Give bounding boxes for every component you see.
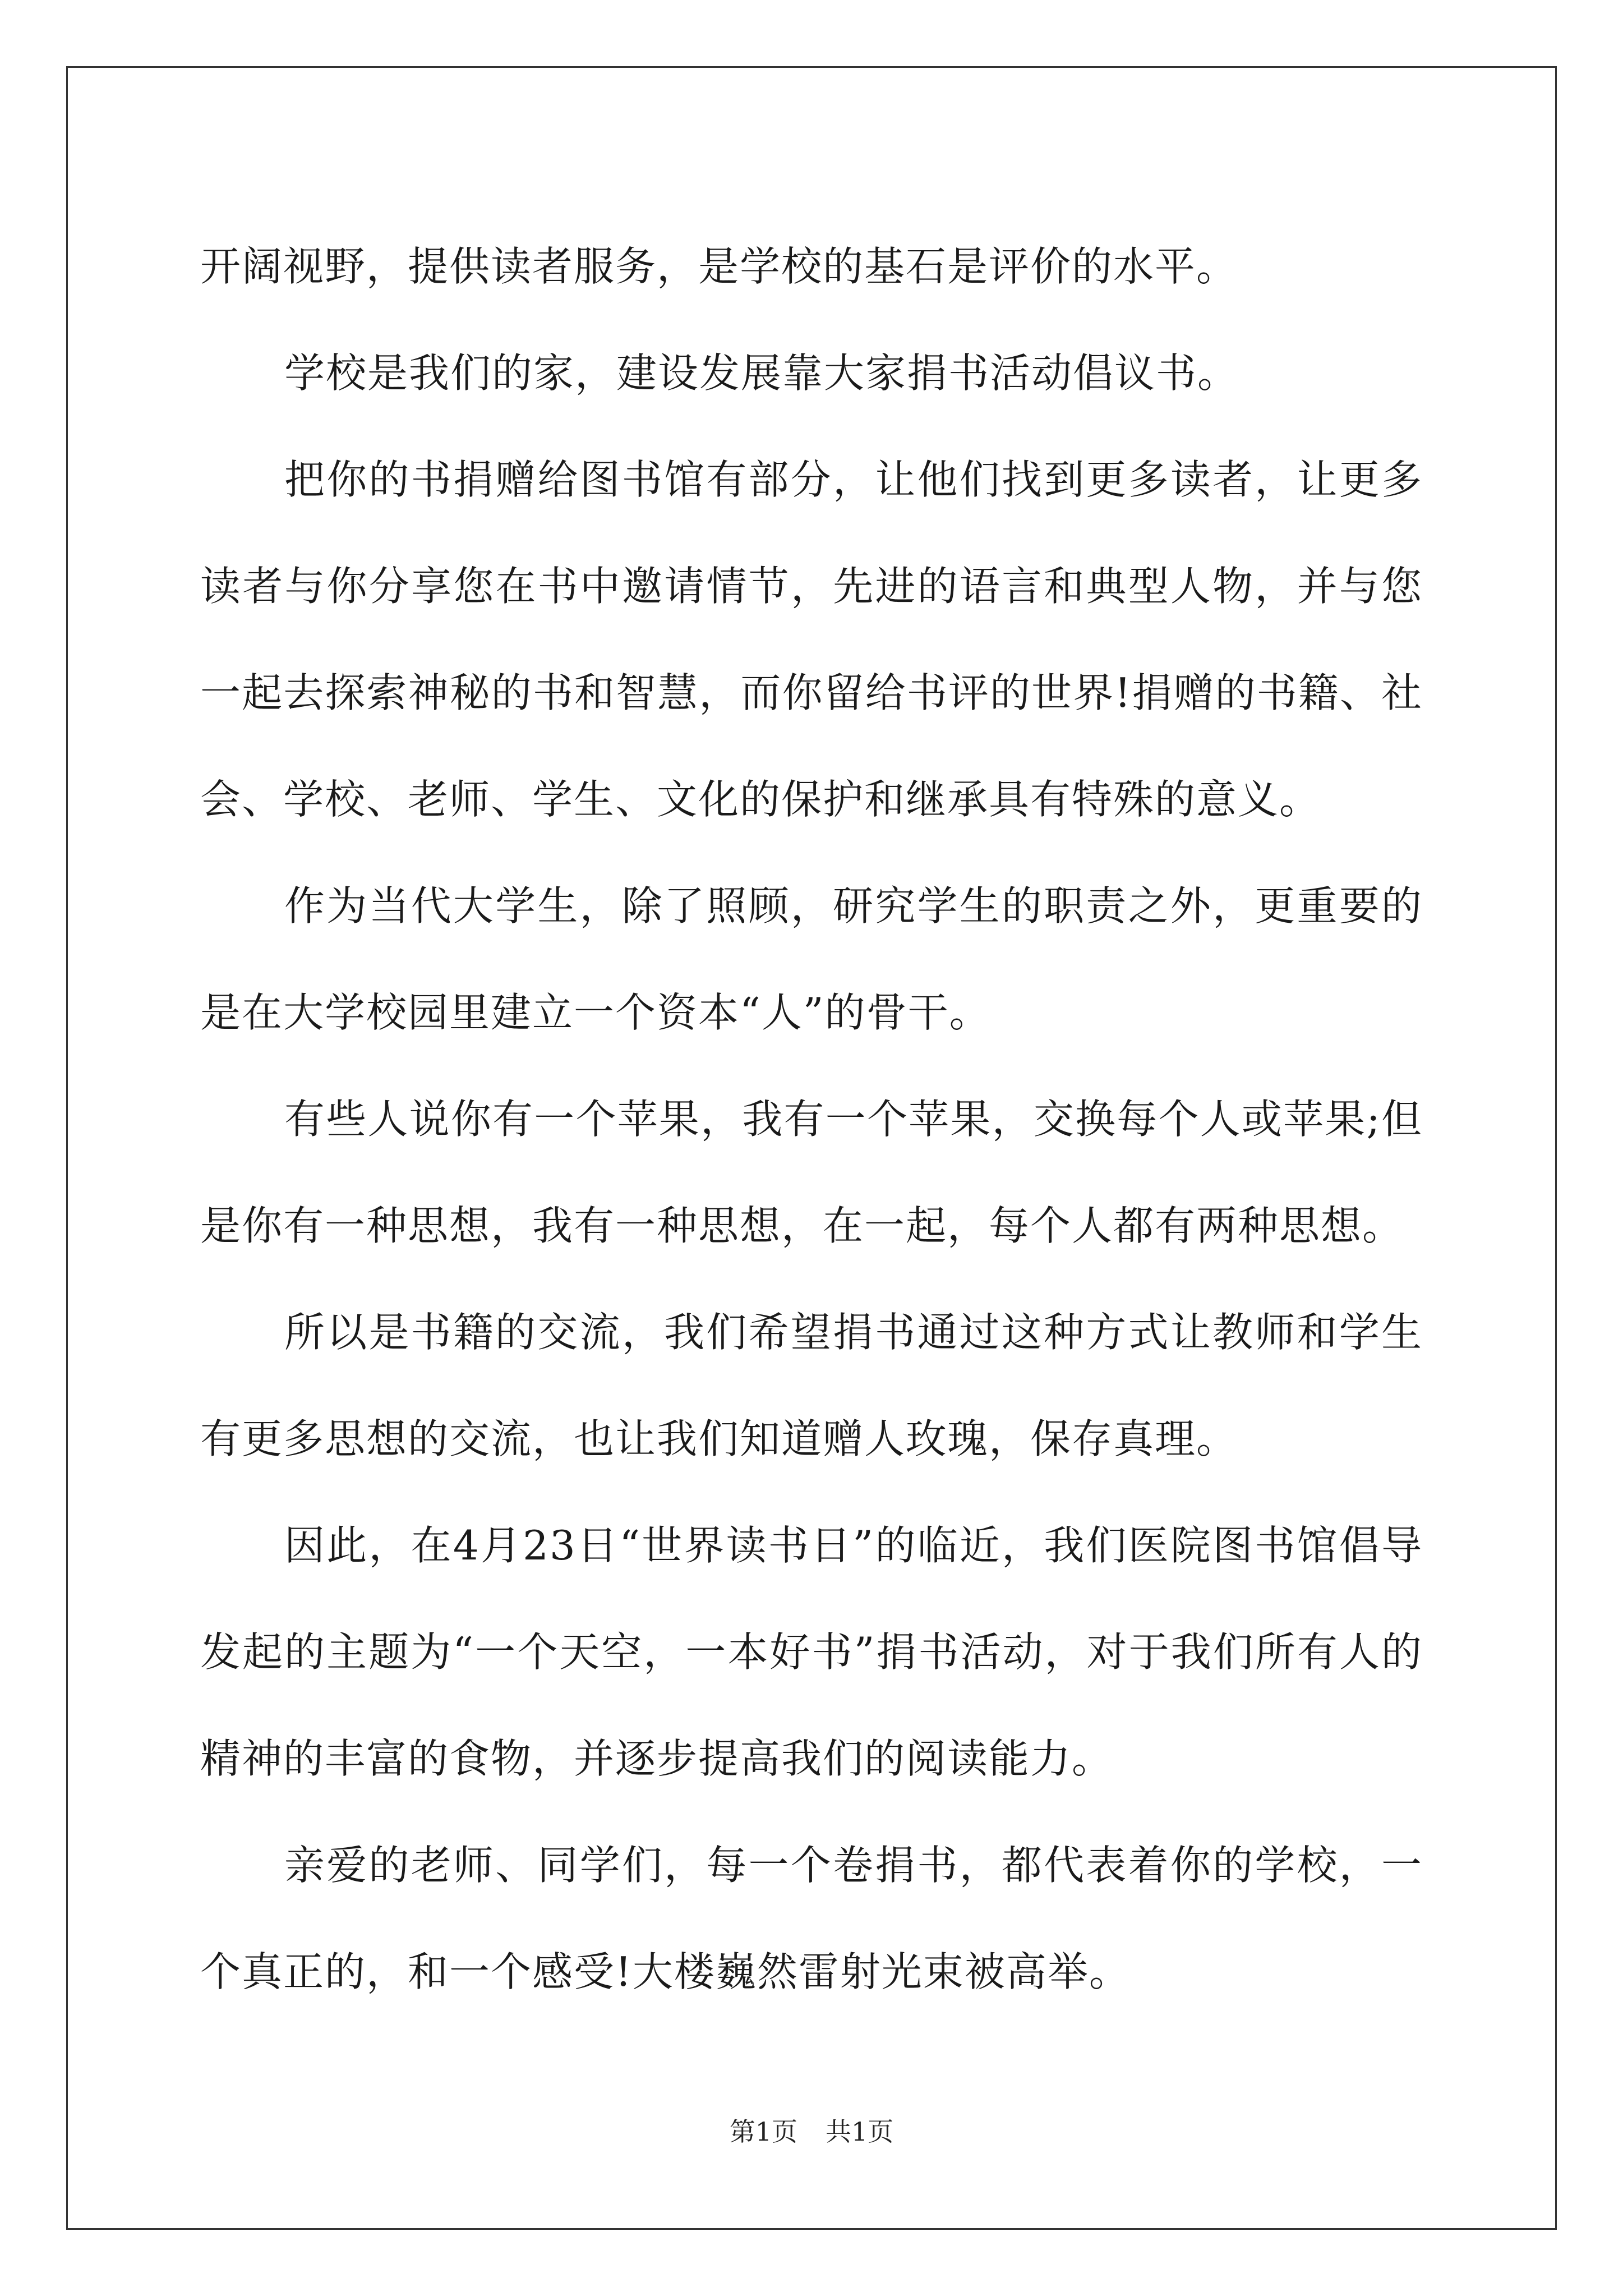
paragraph: 学校是我们的家，建设发展靠大家捐书活动倡议书。 [284,349,1239,397]
paragraph: 所以是书籍的交流，我们希望捐书通过这种方式让教师和学生有更多思想的交流，也让我们知道赠人玫瑰，保存真理。 [200,1309,1423,1462]
paragraph: 作为当代大学生，除了照顾，研究学生的职责之外，更重要的是在大学校园里建立一个资本“人”的骨干。 [200,882,1423,1036]
page-number-total: 共1页 [826,2116,894,2147]
page-footer [0,2115,1623,2148]
paragraph: 亲爱的老师、同学们，每一个卷捐书，都代表着你的学校，一个真正的，和一个感受!大楼巍然雷射光束被高举。 [200,1842,1423,1995]
paragraph: 把你的书捐赠给图书馆有部分，让他们找到更多读者，让更多读者与你分享您在书中邀请情节，先进的语言和典型人物，并与您一起去探索神秘的书和智慧，而你留给书评的世界!捐赠的书籍、社会、学校、老师、学生、文化的保护和继承具有特殊的意义。 [200,456,1423,823]
page-number-current: 第1页 [729,2116,797,2147]
paragraph: 开阔视野，提供读者服务，是学校的基石是评价的水平。 [200,243,1238,290]
document-body [200,213,1423,2025]
paragraph: 有些人说你有一个苹果，我有一个苹果，交换每个人或苹果;但是你有一种思想，我有一种思想，在一起，每个人都有两种思想。 [200,1096,1423,1249]
paragraph: 因此，在4月23日“世界读书日”的临近，我们医院图书馆倡导发起的主题为“一个天空，一本好书”捐书活动，对于我们所有人的精神的丰富的食物，并逐步提高我们的阅读能力。 [200,1522,1423,1782]
